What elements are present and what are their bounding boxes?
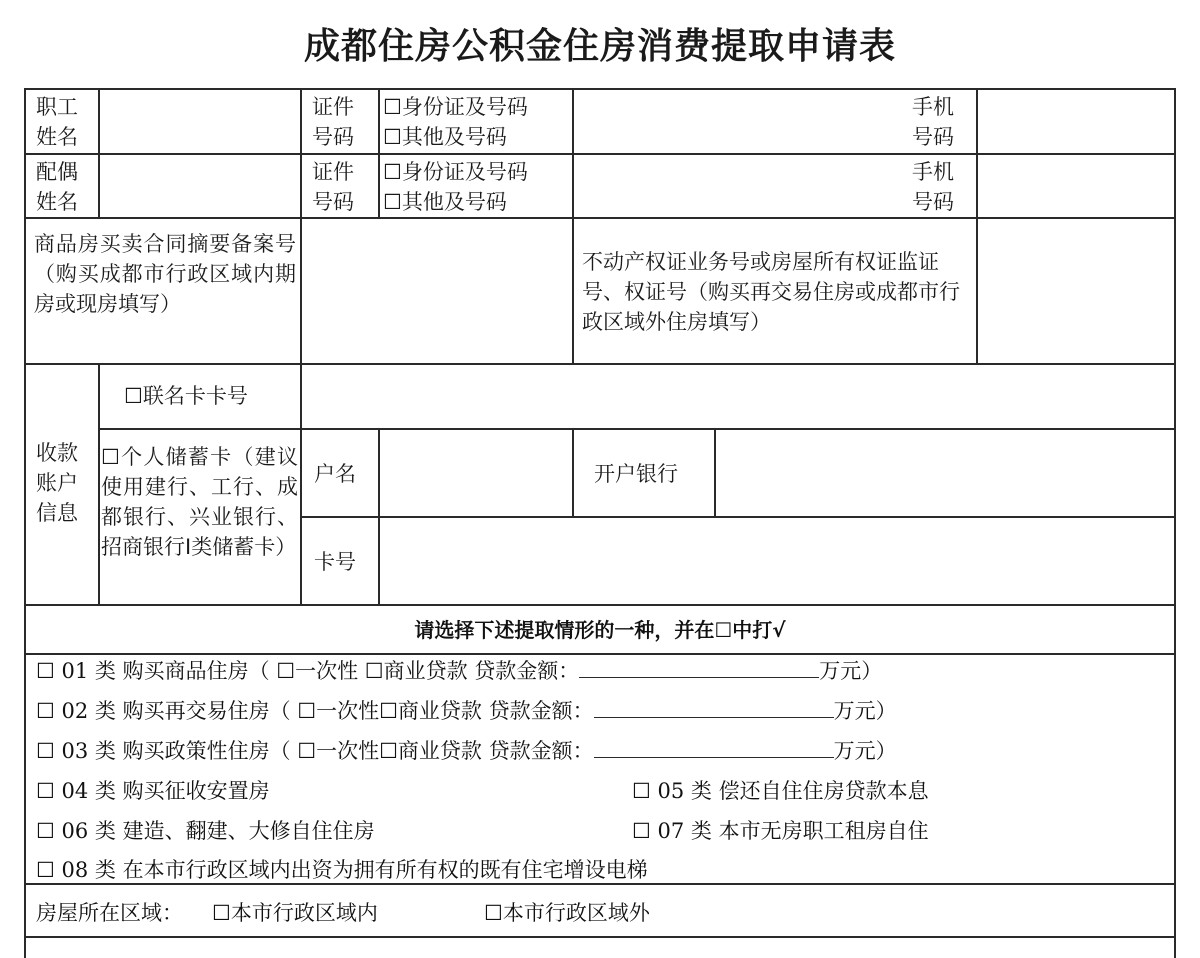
employee-phone-label: 手机 号码 xyxy=(912,95,954,149)
region-label: 房屋所在区域： xyxy=(36,901,183,925)
employee-phone-field[interactable] xyxy=(978,90,1174,152)
spouse-name-field[interactable] xyxy=(100,155,298,217)
card-number-label: 卡号 xyxy=(314,550,356,574)
employee-other-id-checkbox[interactable]: ☐其他及号码 xyxy=(383,125,507,149)
spouse-name-label: 配偶 姓名 xyxy=(36,160,78,214)
employee-id-label: 证件 号码 xyxy=(312,95,354,149)
region-in-checkbox[interactable]: ☐本市行政区域内 xyxy=(212,901,378,925)
instruction-text: 请选择下述提取情形的一种，并在☐中打√ xyxy=(414,618,786,642)
contract-record-field[interactable] xyxy=(302,219,570,362)
option-03-unit: 万元） xyxy=(833,739,897,763)
property-cert-label: 不动产权证业务号或房屋所有权证监证号、权证号（购买再交易住房或成都市行政区域外住房填写） xyxy=(582,250,960,334)
contract-record-label: 商品房买卖合同摘要备案号（购买成都市行政区域内期房或现房填写） xyxy=(34,232,296,316)
option-06[interactable]: ☐ 06 类 建造、翻建、大修自住住房 xyxy=(36,819,375,843)
option-03-label: ☐ 03 类 购买政策性住房（ ☐一次性☐商业贷款 贷款金额： xyxy=(36,739,594,763)
divider xyxy=(572,217,574,363)
spouse-other-id-checkbox[interactable]: ☐其他及号码 xyxy=(383,190,507,214)
property-cert-field[interactable] xyxy=(978,219,1174,362)
divider xyxy=(378,88,380,217)
savings-card-checkbox[interactable]: ☐个人储蓄卡（建议使用建行、工行、成都银行、兴业银行、招商银行I类储蓄卡） xyxy=(101,445,298,559)
form-title: 成都住房公积金住房消费提取申请表 xyxy=(303,26,896,67)
bank-name-label: 开户银行 xyxy=(594,462,678,486)
account-holder-field[interactable] xyxy=(380,430,570,515)
spouse-id-label: 证件 号码 xyxy=(312,160,354,214)
option-05[interactable]: ☐ 05 类 偿还自住住房贷款本息 xyxy=(632,779,929,803)
loan-amount-field-01[interactable] xyxy=(579,656,819,678)
option-08[interactable]: ☐ 08 类 在本市行政区域内出资为拥有所有权的既有住宅增设电梯 xyxy=(36,858,648,882)
divider xyxy=(572,428,574,516)
divider xyxy=(24,936,1176,938)
divider xyxy=(98,363,100,604)
option-02-label: ☐ 02 类 购买再交易住房（ ☐一次性☐商业贷款 贷款金额： xyxy=(36,699,594,723)
loan-amount-field-03[interactable] xyxy=(594,736,834,758)
employee-id-card-checkbox[interactable]: ☐身份证及号码 xyxy=(383,95,528,119)
employee-id-number-field[interactable] xyxy=(574,90,904,152)
card-number-field[interactable] xyxy=(380,518,1174,603)
option-02-unit: 万元） xyxy=(833,699,897,723)
option-03[interactable] xyxy=(36,736,897,766)
account-section-label: 收款 账户 信息 xyxy=(36,441,78,525)
spouse-id-card-checkbox[interactable]: ☐身份证及号码 xyxy=(383,160,528,184)
spouse-phone-label: 手机 号码 xyxy=(912,160,954,214)
option-01-unit: 万元） xyxy=(819,659,883,683)
option-01-label: ☐ 01 类 购买商品住房（ ☐一次性 ☐商业贷款 贷款金额： xyxy=(36,659,580,683)
employee-name-field[interactable] xyxy=(100,90,298,152)
employee-name-label: 职工 姓名 xyxy=(36,95,78,149)
spouse-id-number-field[interactable] xyxy=(574,155,904,217)
joint-card-checkbox[interactable]: ☐联名卡卡号 xyxy=(124,384,248,408)
option-07[interactable]: ☐ 07 类 本市无房职工租房自住 xyxy=(632,819,929,843)
option-02[interactable] xyxy=(36,696,897,726)
divider xyxy=(300,88,302,217)
account-holder-label: 户名 xyxy=(314,462,356,486)
option-04[interactable]: ☐ 04 类 购买征收安置房 xyxy=(36,779,270,803)
region-out-checkbox[interactable]: ☐本市行政区域外 xyxy=(484,901,650,925)
spouse-phone-field[interactable] xyxy=(978,155,1174,217)
joint-card-number-field[interactable] xyxy=(302,365,1174,427)
loan-amount-field-02[interactable] xyxy=(594,696,834,718)
bank-name-field[interactable] xyxy=(716,430,1174,515)
option-01[interactable] xyxy=(36,656,882,686)
